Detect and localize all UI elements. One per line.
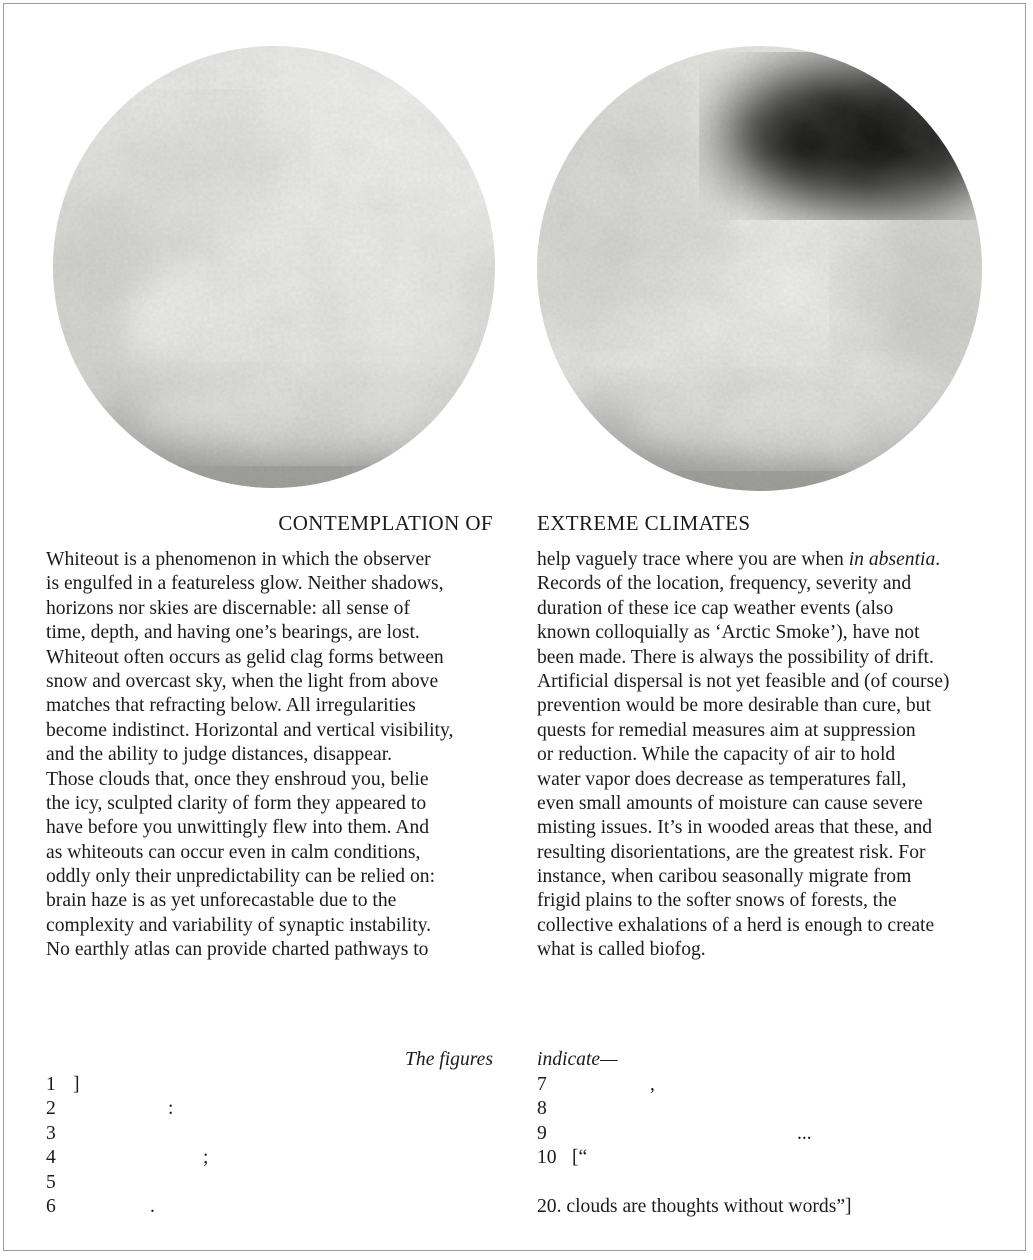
figure-list-right — [537, 1073, 997, 1219]
figure-list-left — [46, 1073, 496, 1219]
figure-row: 5 — [46, 1171, 56, 1193]
body-column-right — [537, 548, 987, 963]
figure-row: 6 . — [46, 1195, 155, 1217]
title-right: EXTREME CLIMATES — [537, 511, 751, 535]
text-line: Records of the location, frequency, severity and — [537, 573, 912, 595]
text-line: or reduction. While the capacity of air to hold — [537, 744, 896, 766]
text-line: quests for remedial measures aim at suppression — [537, 719, 916, 741]
text-line: help vaguely trace where you are when in absentia. — [537, 549, 941, 570]
text-line: have before you unwittingly flew into them. And — [46, 817, 430, 839]
text-line: the icy, sculpted clarity of form they appeared to — [46, 792, 427, 814]
text-line: known colloquially as ‘Arctic Smoke’), have not — [537, 622, 920, 644]
text-line: frigid plains to the softer snows of forests, the — [537, 890, 897, 912]
text-line: become indistinct. Horizontal and vertical visibility, — [46, 719, 454, 741]
figure-row: 9 ... — [537, 1122, 812, 1144]
text-line: oddly only their unpredictability can be relied on: — [46, 866, 436, 888]
text-line: matches that refracting below. All irregularities — [46, 695, 416, 717]
text-line: Whiteout often occurs as gelid clag forms between — [46, 646, 444, 668]
text-line: No earthly atlas can provide charted pathways to — [46, 939, 429, 961]
text-line: complexity and variability of synaptic instability. — [46, 914, 432, 936]
text-line: horizons nor skies are discernable: all sense of — [46, 597, 410, 619]
text-line: and the ability to judge distances, disappear. — [46, 744, 393, 766]
text-line: resulting disorientations, are the greatest risk. For — [537, 841, 926, 863]
figures-caption-right: indicate— — [537, 1049, 618, 1070]
figure-row — [537, 1171, 997, 1195]
text-line: been made. There is always the possibility of drift. — [537, 646, 934, 668]
text-line: brain haze is as yet unforecastable due to the — [46, 890, 397, 912]
text-line: is engulfed in a featureless glow. Neither shadows, — [46, 573, 444, 595]
figure-row: 3 — [46, 1122, 56, 1144]
text-line: Artificial dispersal is not yet feasible and (of course) — [537, 670, 950, 692]
text-line: instance, when caribou seasonally migrate from — [537, 866, 912, 888]
title-left: CONTEMPLATION OF — [278, 511, 493, 535]
text-line: misting issues. It’s in wooded areas that these, and — [537, 817, 933, 839]
text-line: water vapor does decrease as temperatures fall, — [537, 768, 907, 790]
text-line: duration of these ice cap weather events (also — [537, 597, 894, 619]
text-line: what is called biofog. — [537, 939, 706, 961]
text-line: time, depth, and having one’s bearings, are lost. — [46, 622, 420, 644]
figure-row: 8 — [537, 1098, 547, 1120]
figure-row: 1 ] — [46, 1074, 80, 1095]
snow-photo-right — [537, 46, 982, 491]
body-column-left — [46, 548, 496, 963]
text-line: Whiteout is a phenomenon in which the observer — [46, 549, 431, 570]
figure-row: 10 [“ — [537, 1147, 588, 1169]
figure-row: 2 : — [46, 1098, 174, 1120]
figure-row: 7 , — [537, 1074, 655, 1095]
text-line: Those clouds that, once they enshroud you, belie — [46, 768, 429, 790]
figure-row: 20. clouds are thoughts without words”] — [537, 1195, 852, 1217]
figures-caption-left: The figures — [405, 1049, 493, 1070]
text-line: even small amounts of moisture can cause severe — [537, 792, 923, 814]
text-line: collective exhalations of a herd is enough to create — [537, 914, 935, 936]
text-line: prevention would be more desirable than cure, but — [537, 695, 931, 717]
figure-row: 4 ; — [46, 1147, 209, 1169]
snow-photo-left — [53, 46, 495, 488]
text-line: snow and overcast sky, when the light from above — [46, 670, 439, 692]
text-line: as whiteouts can occur even in calm conditions, — [46, 841, 421, 863]
